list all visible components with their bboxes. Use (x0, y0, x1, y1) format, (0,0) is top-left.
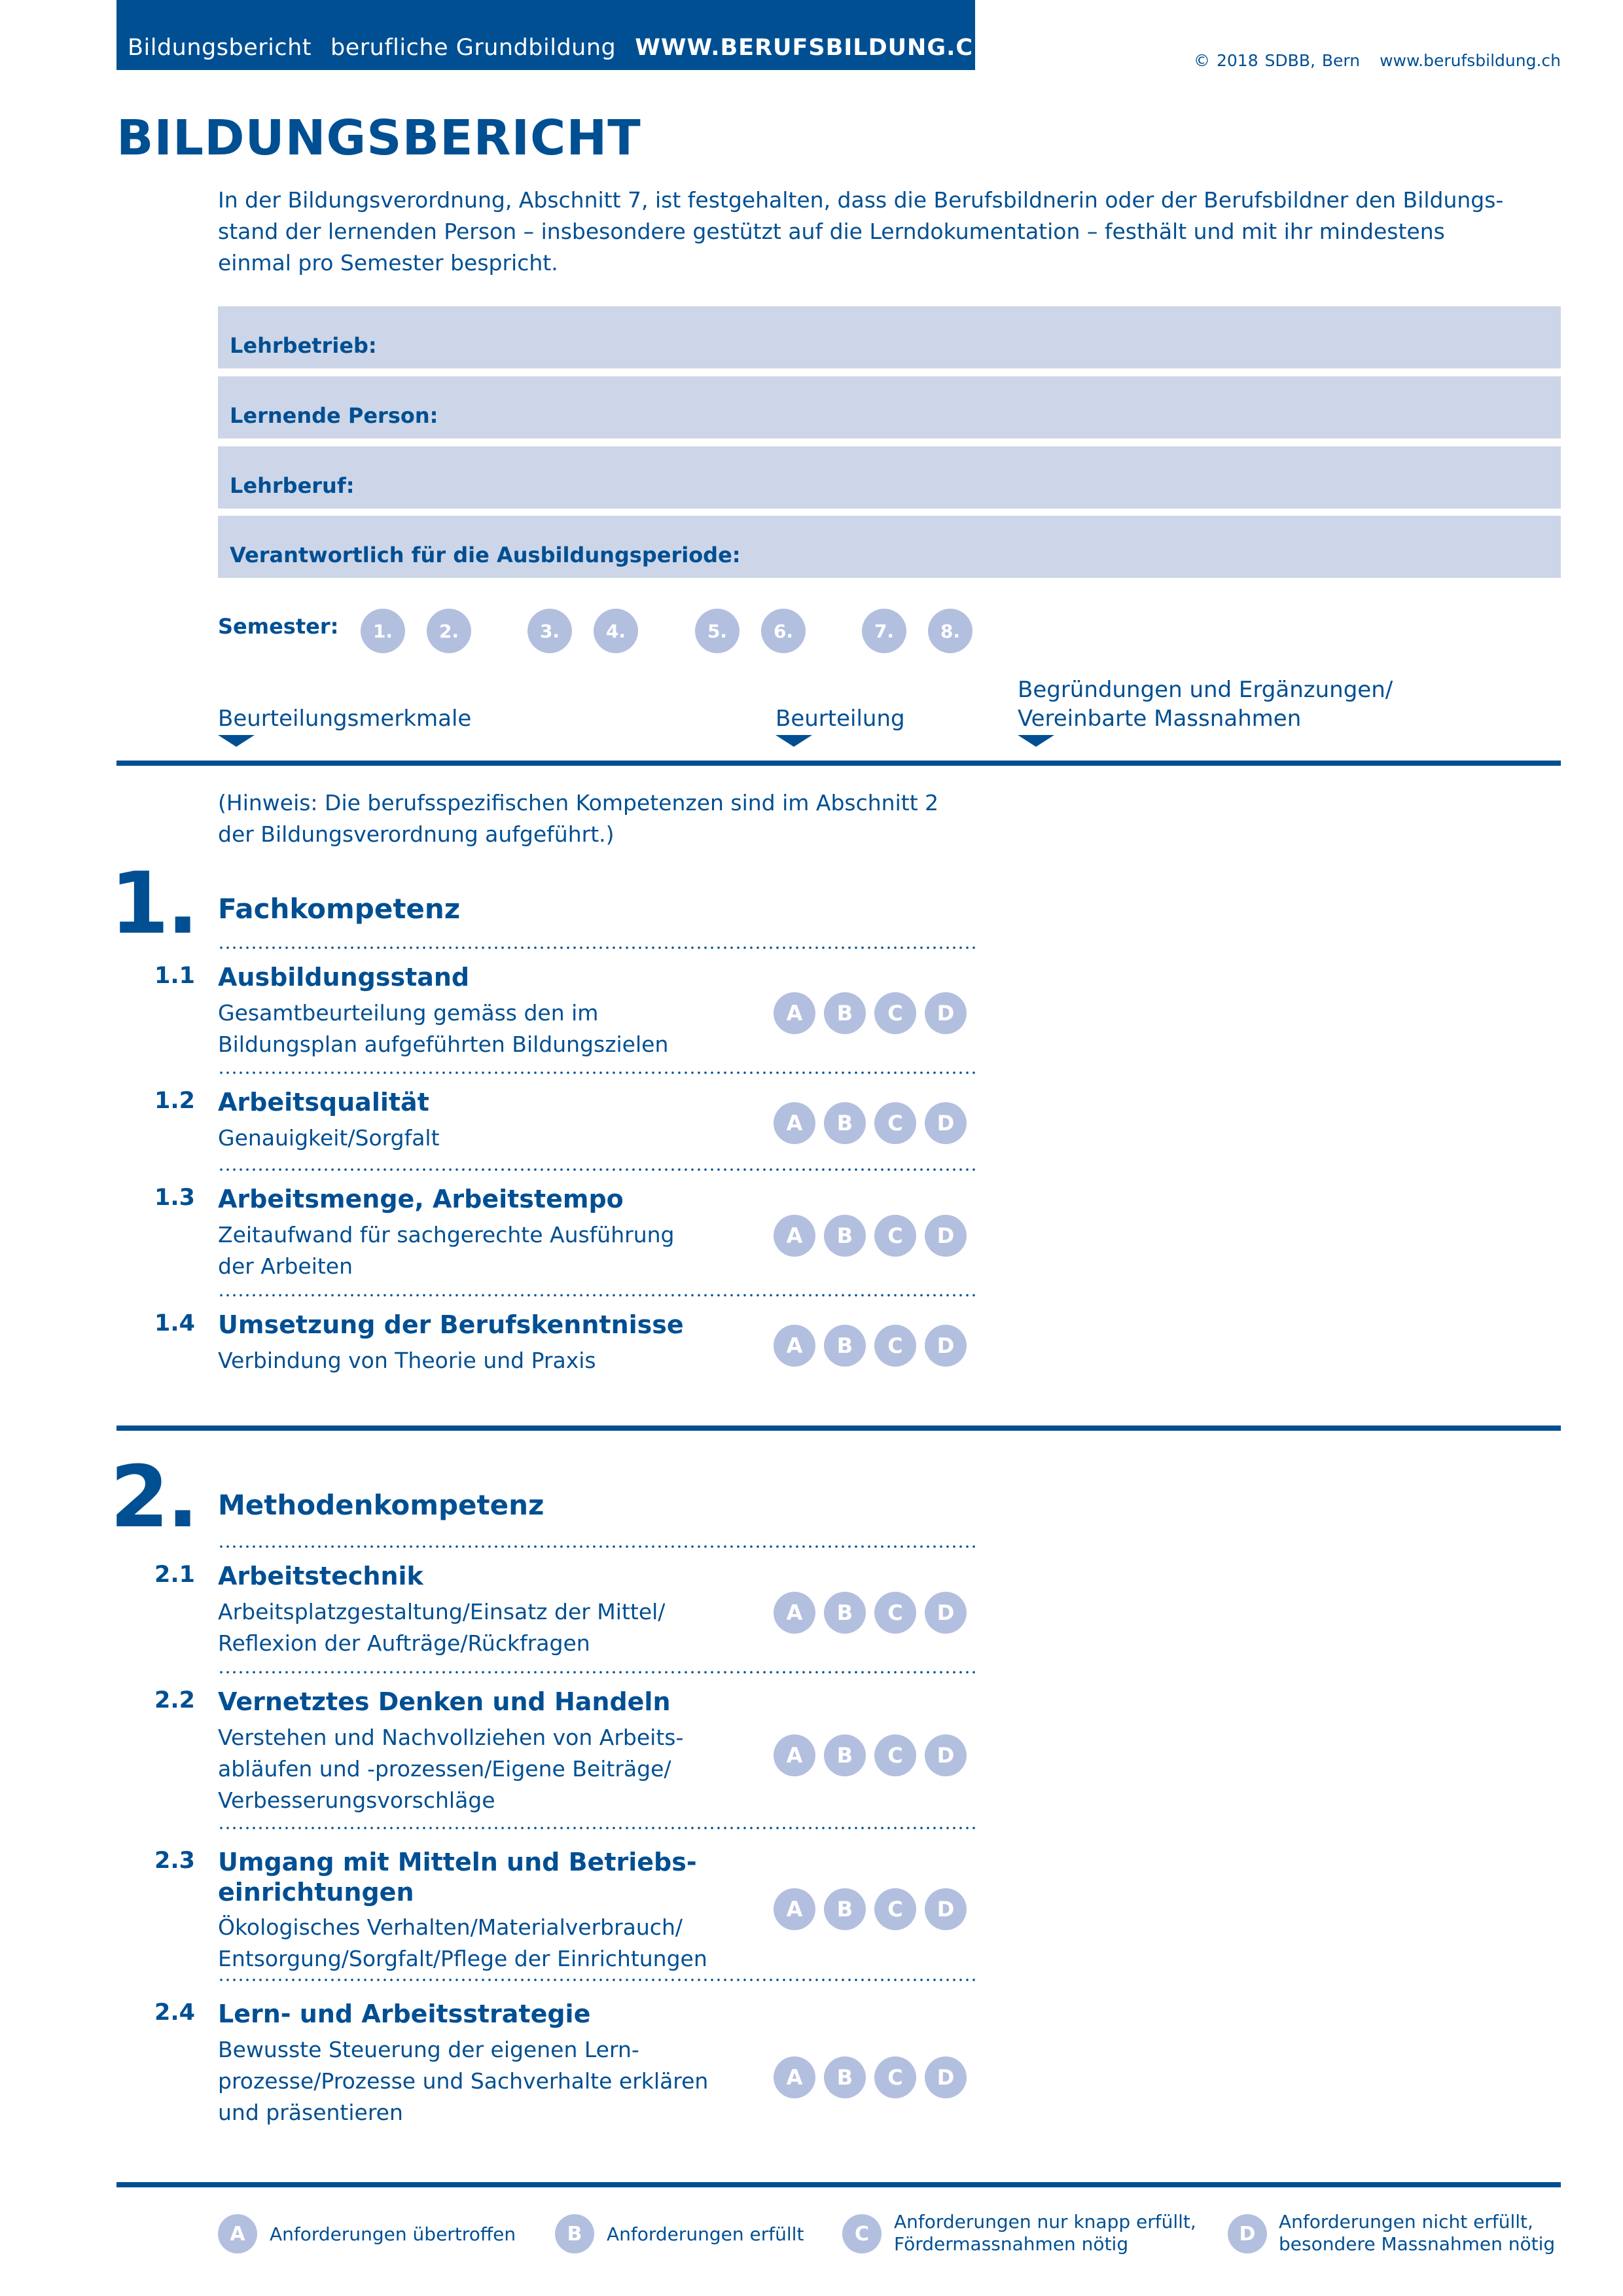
item-number: 1.2 (154, 1088, 196, 1114)
header-category: berufliche Grundbildung (330, 35, 616, 61)
legend-line: besondere Massnahmen nötig (1279, 2233, 1556, 2255)
item-description-line: Verstehen und Nachvollziehen von Arbeits- (218, 1725, 684, 1750)
legend-line: Anforderungen nicht erfüllt, (1279, 2211, 1533, 2233)
grade-option-b[interactable]: B (824, 2056, 866, 2098)
grade-option-c[interactable]: C (874, 1215, 916, 1257)
page-title: BILDUNGSBERICHT (116, 110, 641, 166)
section-title: Methodenkompetenz (218, 1489, 544, 1521)
header-bar (116, 0, 993, 70)
item-description-line: Verbesserungsvorschläge (218, 1787, 495, 1813)
item-description-line: prozesse/Prozesse und Sachverhalte erklären (218, 2068, 709, 2094)
header-doc-type: Bildungsbericht (128, 35, 312, 61)
item-description (218, 997, 668, 1060)
grade-option-d[interactable]: D (925, 1888, 967, 1930)
item-description (218, 1219, 674, 1282)
grade-option-b[interactable]: B (824, 1734, 866, 1776)
semester-option-3[interactable]: 3. (527, 609, 572, 653)
legend-text-d (1279, 2211, 1555, 2255)
section-number: 2. (110, 1447, 196, 1547)
grade-option-c[interactable]: C (874, 1592, 916, 1634)
semester-option-8[interactable]: 8. (928, 609, 972, 653)
divider-rule (116, 761, 1561, 766)
grade-option-a[interactable]: A (774, 1215, 815, 1257)
semester-option-1[interactable]: 1. (361, 609, 405, 653)
legend-line: Anforderungen erfüllt (607, 2223, 804, 2245)
field-verantwortlich[interactable] (218, 516, 1561, 578)
item-description-line: Bildungsplan aufgeführten Bildungszielen (218, 1031, 669, 1057)
item-description-line: Zeitaufwand für sachgerechte Ausführung (218, 1222, 675, 1247)
grade-option-a[interactable]: A (774, 1102, 815, 1144)
grade-option-b[interactable]: B (824, 1888, 866, 1930)
grade-option-d[interactable]: D (925, 1734, 967, 1776)
dotted-separator (218, 1294, 975, 1297)
semester-option-7[interactable]: 7. (862, 609, 906, 653)
copyright-owner: © 2018 SDBB, Bern (1194, 51, 1361, 70)
item-number: 2.3 (154, 1848, 196, 1874)
column-header-reasons (1018, 675, 1393, 733)
item-title: Arbeitsmenge, Arbeitstempo (218, 1185, 624, 1213)
item-title: Lern- und Arbeitsstrategie (218, 2000, 591, 2028)
item-number: 1.4 (154, 1310, 196, 1336)
item-description-line: Bewusste Steuerung der eigenen Lern- (218, 2037, 639, 2062)
item-description-line: und präsentieren (218, 2100, 403, 2125)
field-label: Lernende Person: (230, 403, 438, 428)
grade-option-d[interactable]: D (925, 1215, 967, 1257)
semester-option-6[interactable]: 6. (761, 609, 806, 653)
copyright-notice (1194, 51, 1561, 70)
semester-option-4[interactable]: 4. (594, 609, 638, 653)
field-label: Lehrberuf: (230, 473, 355, 498)
copyright-url[interactable]: www.berufsbildung.ch (1380, 51, 1561, 70)
intro-line: einmal pro Semester bespricht. (218, 250, 558, 276)
legend-line: Anforderungen nur knapp erfüllt, (894, 2211, 1196, 2233)
legend-line: Fördermassnahmen nötig (894, 2233, 1129, 2255)
item-title: Vernetztes Denken und Handeln (218, 1687, 671, 1716)
item-description-line: Genauigkeit/Sorgfalt (218, 1125, 440, 1151)
triangle-down-icon (1018, 735, 1054, 747)
legend-badge-d: D (1228, 2214, 1267, 2253)
semester-option-2[interactable]: 2. (427, 609, 471, 653)
grade-option-c[interactable]: C (874, 1325, 916, 1367)
grade-option-d[interactable]: D (925, 2056, 967, 2098)
legend-text-a (270, 2223, 516, 2246)
column-header-criteria: Beurteilungsmerkmale (218, 706, 472, 732)
grade-option-a[interactable]: A (774, 992, 815, 1034)
intro-paragraph (218, 185, 1561, 279)
item-number: 1.1 (154, 963, 196, 989)
grade-option-a[interactable]: A (774, 1888, 815, 1930)
legend-text-b (607, 2223, 804, 2246)
item-description-line: Ökologisches Verhalten/Materialverbrauch/ (218, 1914, 683, 1940)
legend-line: Anforderungen übertroffen (270, 2223, 516, 2245)
item-description-line: Verbindung von Theorie und Praxis (218, 1348, 596, 1373)
dotted-separator (218, 1979, 975, 1981)
legend-badge-b: B (555, 2214, 594, 2253)
semester-option-5[interactable]: 5. (695, 609, 740, 653)
header-website-link[interactable]: WWW.BERUFSBILDUNG.CH (635, 35, 993, 61)
dotted-separator (218, 1071, 975, 1074)
intro-line: stand der lernenden Person – insbesondere gestützt auf die Lerndokumentation – festhält und mit ihr mindestens (218, 219, 1445, 244)
grade-option-d[interactable]: D (925, 992, 967, 1034)
item-description-line: Reflexion der Aufträge/Rückfragen (218, 1630, 590, 1656)
grade-option-a[interactable]: A (774, 1734, 815, 1776)
item-description-line: Entsorgung/Sorgfalt/Pflege der Einrichtungen (218, 1946, 707, 1971)
item-description (218, 1122, 440, 1154)
intro-line: In der Bildungsverordnung, Abschnitt 7, ist festgehalten, dass die Berufsbildnerin oder der Berufsbildner den Bildungs- (218, 187, 1504, 213)
field-lehrberuf[interactable] (218, 446, 1561, 509)
item-number: 1.3 (154, 1185, 196, 1211)
dotted-separator (218, 1671, 975, 1674)
grade-option-b[interactable]: B (824, 1325, 866, 1367)
field-lernende-person[interactable] (218, 376, 1561, 439)
item-title: Arbeitsqualität (218, 1088, 429, 1117)
field-label: Verantwortlich für die Ausbildungsperiode: (230, 543, 741, 567)
hint-note (218, 787, 938, 850)
item-description-line: Arbeitsplatzgestaltung/Einsatz der Mittel/ (218, 1599, 666, 1624)
item-description (218, 2034, 708, 2128)
grade-option-d[interactable]: D (925, 1592, 967, 1634)
item-title: Ausbildungsstand (218, 963, 470, 992)
grade-option-b[interactable]: B (824, 992, 866, 1034)
dotted-separator (218, 1545, 975, 1548)
field-lehrbetrieb[interactable] (218, 306, 1561, 368)
grade-option-b[interactable]: B (824, 1102, 866, 1144)
grade-option-c[interactable]: C (874, 1734, 916, 1776)
grade-option-c[interactable]: C (874, 1102, 916, 1144)
grade-option-c[interactable]: C (874, 1888, 916, 1930)
divider-rule (116, 1426, 1561, 1431)
grade-option-c[interactable]: C (874, 2056, 916, 2098)
item-title: Arbeitstechnik (218, 1562, 423, 1590)
column-header-reasons-line: Vereinbarte Massnahmen (1018, 706, 1302, 732)
grade-option-c[interactable]: C (874, 992, 916, 1034)
semester-label: Semester: (218, 614, 339, 639)
section-title: Fachkompetenz (218, 893, 461, 925)
grade-option-b[interactable]: B (824, 1592, 866, 1634)
grade-option-b[interactable]: B (824, 1215, 866, 1257)
hint-line: (Hinweis: Die berufsspezifischen Kompetenzen sind im Abschnitt 2 (218, 790, 939, 816)
legend-badge-c: C (842, 2214, 882, 2253)
item-description (218, 1912, 707, 1975)
grade-option-d[interactable]: D (925, 1102, 967, 1144)
item-description-line: abläufen und -prozessen/Eigene Beiträge/ (218, 1756, 671, 1782)
item-title (218, 1847, 697, 1907)
triangle-down-icon (218, 735, 255, 747)
item-description-line: der Arbeiten (218, 1253, 353, 1279)
item-description-line: Gesamtbeurteilung gemäss den im (218, 1000, 599, 1026)
legend-badge-a: A (218, 2214, 257, 2253)
field-label: Lehrbetrieb: (230, 333, 377, 358)
grade-option-a[interactable]: A (774, 1592, 815, 1634)
item-number: 2.2 (154, 1687, 196, 1713)
column-header-reasons-line: Begründungen und Ergänzungen/ (1018, 677, 1393, 703)
section-number: 1. (110, 853, 196, 953)
item-description (218, 1345, 596, 1376)
item-number: 2.4 (154, 2000, 196, 2026)
item-number: 2.1 (154, 1562, 196, 1588)
item-description (218, 1722, 683, 1816)
item-title: Umsetzung der Berufskenntnisse (218, 1310, 684, 1339)
dotted-separator (218, 1827, 975, 1829)
item-description (218, 1596, 665, 1659)
item-title-line: einrichtungen (218, 1878, 414, 1907)
grade-option-a[interactable]: A (774, 1325, 815, 1367)
grade-option-d[interactable]: D (925, 1325, 967, 1367)
hint-line: der Bildungsverordnung aufgeführt.) (218, 821, 615, 847)
item-title-line: Umgang mit Mitteln und Betriebs- (218, 1848, 697, 1876)
legend-text-c (894, 2211, 1196, 2255)
column-header-rating: Beurteilung (776, 706, 905, 732)
grade-option-a[interactable]: A (774, 2056, 815, 2098)
triangle-down-icon (776, 735, 812, 747)
dotted-separator (218, 1168, 975, 1171)
dotted-separator (218, 946, 975, 949)
divider-rule (116, 2182, 1561, 2187)
